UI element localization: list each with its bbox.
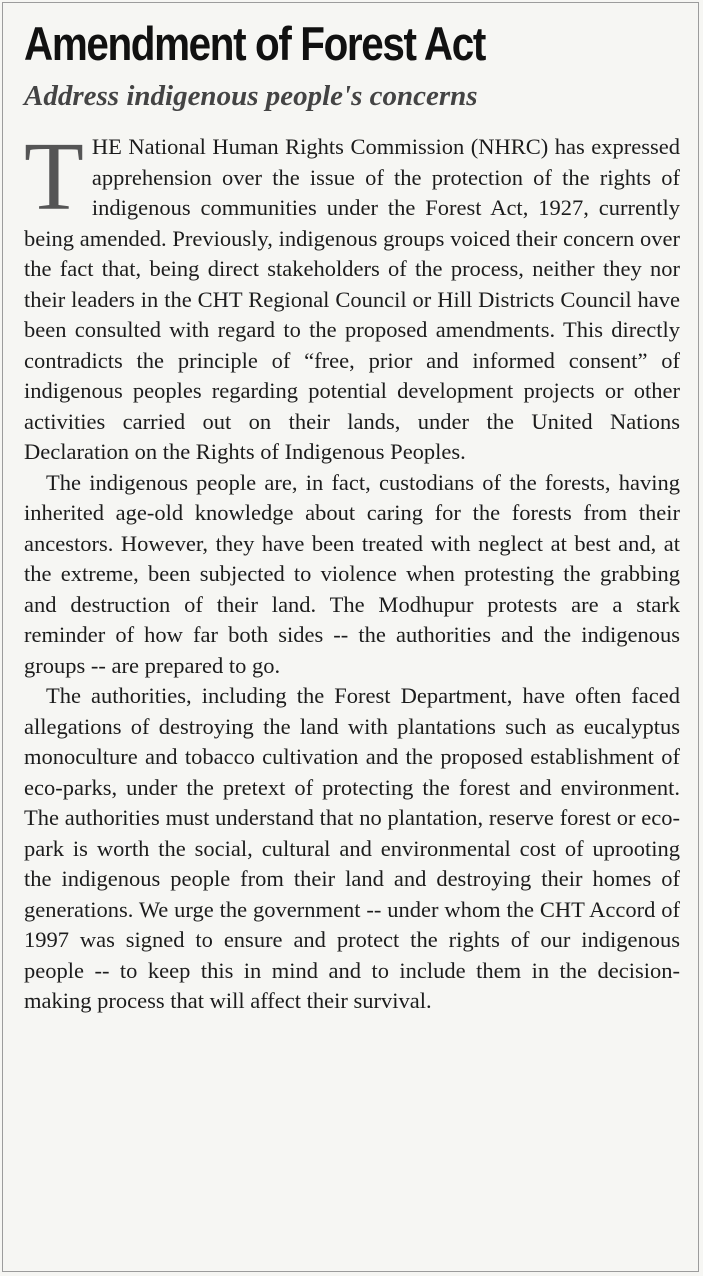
paragraph-2: The indigenous people are, in fact, custodians of the forests, having inherited age-old knowledge about caring for the forests from their ancestors. However, they have been treated with neglect at best and, at the extreme, been subjected to violence when protesting the grabbing and destruction of their land. The Modhupur protests are a stark reminder of how far both sides -- the authorities and the indigenous groups -- are prepared to go.	[24, 469, 680, 678]
editorial-article	[24, 14, 680, 1017]
subheadline: Address indigenous people's concerns	[24, 80, 478, 112]
drop-cap: T	[24, 123, 84, 231]
paragraph-3: The authorities, including the Forest Department, have often faced allegations of destroying the land with plantations such as eucalyptus monoculture and tobacco cultivation and the proposed establishment of eco-parks, under the pretext of protecting the forest and environment. The authorities must understand that no plantation, reserve forest or eco-park is worth the social, cultural and environmental cost of uprooting the indigenous people from their land and destroying their homes of generations. We urge the government -- under whom the CHT Accord of 1997 was signed to ensure and protect the rights of our indigenous people -- to keep this in mind and to include them in the decision-making process that will affect their survival.	[24, 683, 680, 1013]
paragraph-1-text: HE National Human Rights Commission (NHRC) has expressed apprehension over the issue of the protection of the rights of indigenous communities under the Forest Act, 1927, currently being amended. Previously, indigenous groups voiced their concern over the fact that, being direct stakeholders of the process, neither they nor their leaders in the CHT Regional Council or Hill Districts Council have been consulted with regard to the proposed amendments. This directly contradicts the principle of “free, prior and informed consent” of indigenous peoples regarding potential development projects or other activities carried out on their lands, under the United Nations Declaration on the Rights of Indigenous Peoples.	[24, 134, 680, 464]
paragraph-1	[24, 123, 680, 468]
headline: Amendment of Forest Act	[24, 17, 485, 70]
article-body	[24, 123, 680, 1017]
